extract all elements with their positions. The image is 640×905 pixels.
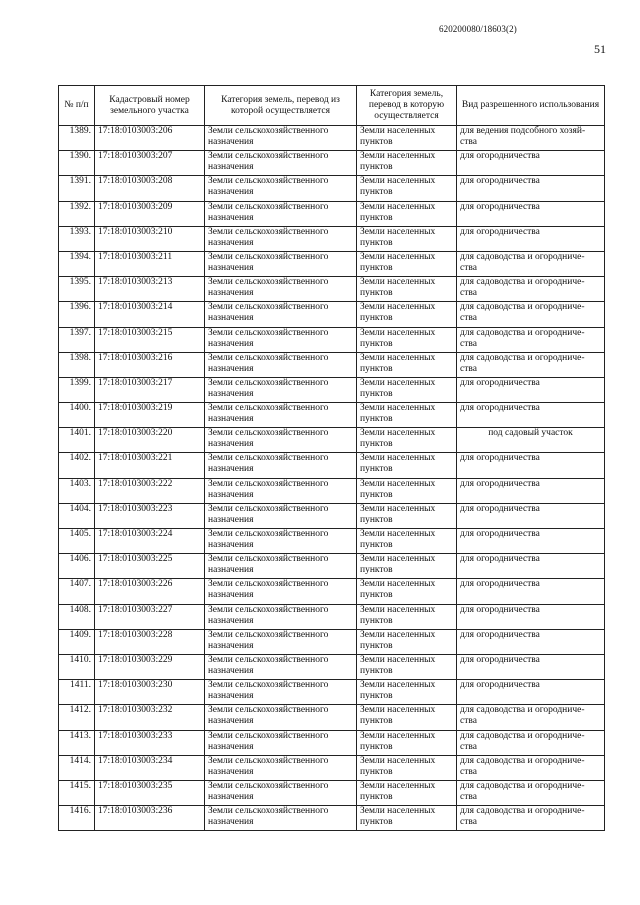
column-header-number: № п/п — [59, 86, 95, 126]
table-row — [59, 302, 605, 327]
cadastral-number: 17:18:0103003:236 — [95, 806, 205, 831]
cadastral-number: 17:18:0103003:216 — [95, 352, 205, 377]
row-number: 1416. — [59, 806, 95, 831]
category-from: Земли сельскохозяйственного назначения — [205, 277, 357, 302]
table-row — [59, 680, 605, 705]
category-from: Земли сельскохозяйственного назначения — [205, 755, 357, 780]
table-row — [59, 604, 605, 629]
permitted-use: для садоводства и огородниче-ства — [457, 705, 605, 730]
permitted-use: для огородничества — [457, 579, 605, 604]
row-number: 1408. — [59, 604, 95, 629]
category-from: Земли сельскохозяйственного назначения — [205, 453, 357, 478]
cadastral-number: 17:18:0103003:208 — [95, 176, 205, 201]
table-row — [59, 579, 605, 604]
table-row — [59, 629, 605, 654]
cadastral-number: 17:18:0103003:226 — [95, 579, 205, 604]
category-from: Земли сельскохозяйственного назначения — [205, 629, 357, 654]
row-number: 1390. — [59, 151, 95, 176]
permitted-use: для огородничества — [457, 680, 605, 705]
cadastral-number: 17:18:0103003:230 — [95, 680, 205, 705]
cadastral-number: 17:18:0103003:206 — [95, 126, 205, 151]
category-from: Земли сельскохозяйственного назначения — [205, 579, 357, 604]
row-number: 1413. — [59, 730, 95, 755]
table-row — [59, 277, 605, 302]
category-from: Земли сельскохозяйственного назначения — [205, 352, 357, 377]
permitted-use: для садоводства и огородниче-ства — [457, 352, 605, 377]
cadastral-number: 17:18:0103003:219 — [95, 403, 205, 428]
category-to: Земли населенных пунктов — [357, 680, 457, 705]
table-row — [59, 403, 605, 428]
cadastral-number: 17:18:0103003:209 — [95, 201, 205, 226]
permitted-use: для садоводства и огородниче-ства — [457, 327, 605, 352]
table-row — [59, 806, 605, 831]
table-row — [59, 377, 605, 402]
row-number: 1392. — [59, 201, 95, 226]
column-header-category-from: Категория земель, перевод из которой осуществляется — [205, 86, 357, 126]
row-number: 1400. — [59, 403, 95, 428]
table-row — [59, 126, 605, 151]
row-number: 1410. — [59, 654, 95, 679]
table-row — [59, 730, 605, 755]
row-number: 1399. — [59, 377, 95, 402]
category-to: Земли населенных пунктов — [357, 579, 457, 604]
cadastral-number: 17:18:0103003:223 — [95, 503, 205, 528]
permitted-use: для огородничества — [457, 226, 605, 251]
table-row — [59, 176, 605, 201]
row-number: 1401. — [59, 428, 95, 453]
table-row — [59, 755, 605, 780]
cadastral-number: 17:18:0103003:220 — [95, 428, 205, 453]
table-row — [59, 780, 605, 805]
cadastral-number: 17:18:0103003:229 — [95, 654, 205, 679]
cadastral-number: 17:18:0103003:227 — [95, 604, 205, 629]
category-to: Земли населенных пунктов — [357, 201, 457, 226]
category-from: Земли сельскохозяйственного назначения — [205, 554, 357, 579]
category-to: Земли населенных пунктов — [357, 503, 457, 528]
row-number: 1411. — [59, 680, 95, 705]
row-number: 1415. — [59, 780, 95, 805]
category-from: Земли сельскохозяйственного назначения — [205, 806, 357, 831]
category-to: Земли населенных пунктов — [357, 755, 457, 780]
category-from: Земли сельскохозяйственного назначения — [205, 478, 357, 503]
category-from: Земли сельскохозяйственного назначения — [205, 503, 357, 528]
permitted-use: для огородничества — [457, 403, 605, 428]
category-to: Земли населенных пунктов — [357, 176, 457, 201]
table-row — [59, 453, 605, 478]
cadastral-number: 17:18:0103003:235 — [95, 780, 205, 805]
row-number: 1397. — [59, 327, 95, 352]
row-number: 1412. — [59, 705, 95, 730]
row-number: 1414. — [59, 755, 95, 780]
row-number: 1403. — [59, 478, 95, 503]
cadastral-number: 17:18:0103003:207 — [95, 151, 205, 176]
category-to: Земли населенных пунктов — [357, 478, 457, 503]
row-number: 1409. — [59, 629, 95, 654]
row-number: 1407. — [59, 579, 95, 604]
category-from: Земли сельскохозяйственного назначения — [205, 428, 357, 453]
permitted-use: для огородничества — [457, 176, 605, 201]
table-row — [59, 654, 605, 679]
category-to: Земли населенных пунктов — [357, 151, 457, 176]
permitted-use: под садовый участок — [457, 428, 605, 453]
category-from: Земли сельскохозяйственного назначения — [205, 705, 357, 730]
category-to: Земли населенных пунктов — [357, 780, 457, 805]
category-to: Земли населенных пунктов — [357, 604, 457, 629]
page-number: 51 — [594, 42, 606, 56]
cadastral-number: 17:18:0103003:225 — [95, 554, 205, 579]
table-row — [59, 327, 605, 352]
cadastral-number: 17:18:0103003:222 — [95, 478, 205, 503]
row-number: 1389. — [59, 126, 95, 151]
permitted-use: для огородничества — [457, 151, 605, 176]
row-number: 1398. — [59, 352, 95, 377]
table-row — [59, 554, 605, 579]
permitted-use: для садоводства и огородниче-ства — [457, 780, 605, 805]
cadastral-number: 17:18:0103003:213 — [95, 277, 205, 302]
category-to: Земли населенных пунктов — [357, 126, 457, 151]
category-to: Земли населенных пунктов — [357, 529, 457, 554]
row-number: 1402. — [59, 453, 95, 478]
table-row — [59, 705, 605, 730]
land-plots-table — [58, 85, 605, 831]
cadastral-number: 17:18:0103003:211 — [95, 251, 205, 276]
table-row — [59, 226, 605, 251]
table-row — [59, 478, 605, 503]
permitted-use: для ведения подсобного хозяй-ства — [457, 126, 605, 151]
permitted-use: для огородничества — [457, 377, 605, 402]
category-from: Земли сельскохозяйственного назначения — [205, 604, 357, 629]
category-from: Земли сельскохозяйственного назначения — [205, 251, 357, 276]
cadastral-number: 17:18:0103003:228 — [95, 629, 205, 654]
column-header-permitted-use: Вид разрешенного использования — [457, 86, 605, 126]
table-header-row — [59, 86, 605, 126]
category-from: Земли сельскохозяйственного назначения — [205, 226, 357, 251]
table-row — [59, 151, 605, 176]
category-from: Земли сельскохозяйственного назначения — [205, 151, 357, 176]
category-to: Земли населенных пунктов — [357, 629, 457, 654]
permitted-use: для садоводства и огородниче-ства — [457, 806, 605, 831]
permitted-use: для огородничества — [457, 654, 605, 679]
category-from: Земли сельскохозяйственного назначения — [205, 654, 357, 679]
permitted-use: для садоводства и огородниче-ства — [457, 302, 605, 327]
category-to: Земли населенных пунктов — [357, 428, 457, 453]
category-to: Земли населенных пунктов — [357, 226, 457, 251]
row-number: 1405. — [59, 529, 95, 554]
table-row — [59, 529, 605, 554]
category-to: Земли населенных пунктов — [357, 806, 457, 831]
cadastral-number: 17:18:0103003:224 — [95, 529, 205, 554]
row-number: 1391. — [59, 176, 95, 201]
category-from: Земли сельскохозяйственного назначения — [205, 201, 357, 226]
permitted-use: для огородничества — [457, 604, 605, 629]
category-to: Земли населенных пунктов — [357, 705, 457, 730]
document-id: 620200080/18603(2) — [439, 24, 517, 34]
column-header-cadastral-number: Кадастровый номер земельного участка — [95, 86, 205, 126]
column-header-category-to: Категория земель, перевод в которую осуществляется — [357, 86, 457, 126]
category-to: Земли населенных пунктов — [357, 251, 457, 276]
row-number: 1393. — [59, 226, 95, 251]
row-number: 1395. — [59, 277, 95, 302]
cadastral-number: 17:18:0103003:234 — [95, 755, 205, 780]
cadastral-number: 17:18:0103003:217 — [95, 377, 205, 402]
permitted-use: для огородничества — [457, 478, 605, 503]
category-to: Земли населенных пунктов — [357, 327, 457, 352]
category-from: Земли сельскохозяйственного назначения — [205, 730, 357, 755]
category-from: Земли сельскохозяйственного назначения — [205, 176, 357, 201]
category-from: Земли сельскохозяйственного назначения — [205, 327, 357, 352]
category-to: Земли населенных пунктов — [357, 403, 457, 428]
permitted-use: для огородничества — [457, 503, 605, 528]
permitted-use: для огородничества — [457, 453, 605, 478]
cadastral-number: 17:18:0103003:233 — [95, 730, 205, 755]
category-to: Земли населенных пунктов — [357, 554, 457, 579]
cadastral-number: 17:18:0103003:232 — [95, 705, 205, 730]
category-to: Земли населенных пунктов — [357, 352, 457, 377]
row-number: 1404. — [59, 503, 95, 528]
category-to: Земли населенных пунктов — [357, 453, 457, 478]
table-row — [59, 352, 605, 377]
category-from: Земли сельскохозяйственного назначения — [205, 680, 357, 705]
category-to: Земли населенных пунктов — [357, 654, 457, 679]
category-from: Земли сельскохозяйственного назначения — [205, 403, 357, 428]
table-row — [59, 201, 605, 226]
permitted-use: для садоводства и огородниче-ства — [457, 251, 605, 276]
category-from: Земли сельскохозяйственного назначения — [205, 377, 357, 402]
table-body — [59, 126, 605, 831]
category-from: Земли сельскохозяйственного назначения — [205, 529, 357, 554]
permitted-use: для огородничества — [457, 201, 605, 226]
cadastral-number: 17:18:0103003:214 — [95, 302, 205, 327]
category-from: Земли сельскохозяйственного назначения — [205, 302, 357, 327]
permitted-use: для огородничества — [457, 554, 605, 579]
permitted-use: для огородничества — [457, 629, 605, 654]
category-to: Земли населенных пунктов — [357, 377, 457, 402]
table-row — [59, 503, 605, 528]
category-to: Земли населенных пунктов — [357, 730, 457, 755]
category-from: Земли сельскохозяйственного назначения — [205, 780, 357, 805]
row-number: 1396. — [59, 302, 95, 327]
permitted-use: для огородничества — [457, 529, 605, 554]
cadastral-number: 17:18:0103003:215 — [95, 327, 205, 352]
permitted-use: для садоводства и огородниче-ства — [457, 730, 605, 755]
table-row — [59, 251, 605, 276]
category-to: Земли населенных пунктов — [357, 302, 457, 327]
permitted-use: для садоводства и огородниче-ства — [457, 755, 605, 780]
table-row — [59, 428, 605, 453]
category-to: Земли населенных пунктов — [357, 277, 457, 302]
permitted-use: для садоводства и огородниче-ства — [457, 277, 605, 302]
row-number: 1394. — [59, 251, 95, 276]
category-from: Земли сельскохозяйственного назначения — [205, 126, 357, 151]
row-number: 1406. — [59, 554, 95, 579]
cadastral-number: 17:18:0103003:210 — [95, 226, 205, 251]
cadastral-number: 17:18:0103003:221 — [95, 453, 205, 478]
